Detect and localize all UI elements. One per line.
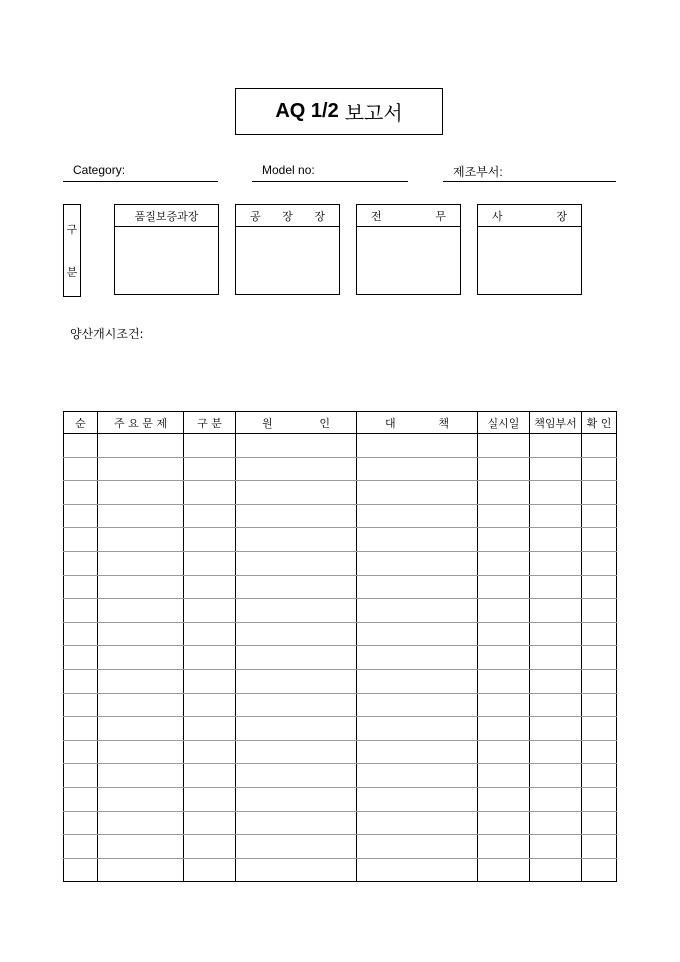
table-cell[interactable] (357, 764, 478, 788)
table-cell[interactable] (582, 599, 617, 623)
table-cell[interactable] (184, 693, 236, 717)
table-cell[interactable] (478, 457, 530, 481)
table-cell[interactable] (64, 811, 98, 835)
approval-label-director-1: 전 (371, 209, 382, 223)
table-row (64, 481, 617, 505)
table-cell[interactable] (530, 434, 582, 458)
table-row (64, 669, 617, 693)
table-cell[interactable] (478, 717, 530, 741)
table-cell[interactable] (357, 622, 478, 646)
table-cell[interactable] (64, 504, 98, 528)
table-cell[interactable] (478, 622, 530, 646)
table-cell[interactable] (357, 858, 478, 882)
table-cell[interactable] (357, 504, 478, 528)
table-cell[interactable] (582, 835, 617, 859)
table-cell[interactable] (357, 717, 478, 741)
side-label-char-1: 구 (66, 223, 78, 236)
table-cell[interactable] (357, 457, 478, 481)
side-label-char-2: 분 (66, 266, 78, 279)
table-cell[interactable] (582, 434, 617, 458)
header-measure (357, 412, 478, 434)
table-cell[interactable] (184, 811, 236, 835)
table-cell[interactable] (582, 811, 617, 835)
table-cell[interactable] (236, 669, 357, 693)
header-dept: 책임부서 (530, 412, 582, 434)
table-cell[interactable] (478, 551, 530, 575)
table-cell[interactable] (478, 858, 530, 882)
table-cell[interactable] (98, 504, 184, 528)
table-cell[interactable] (582, 528, 617, 552)
table-cell[interactable] (98, 599, 184, 623)
report-title (235, 88, 443, 135)
table-cell[interactable] (582, 740, 617, 764)
table-cell[interactable] (582, 693, 617, 717)
table-cell[interactable] (530, 693, 582, 717)
table-cell[interactable] (98, 740, 184, 764)
table-cell[interactable] (98, 528, 184, 552)
model-no-field[interactable] (252, 161, 408, 182)
table-cell[interactable] (478, 787, 530, 811)
table-cell[interactable] (582, 646, 617, 670)
header-seq: 순 (64, 412, 98, 434)
table-cell[interactable] (478, 481, 530, 505)
table-cell[interactable] (236, 528, 357, 552)
table-row (64, 717, 617, 741)
table-cell[interactable] (478, 528, 530, 552)
table-header-row (64, 412, 617, 434)
table-cell[interactable] (184, 787, 236, 811)
table-cell[interactable] (530, 528, 582, 552)
issue-table (63, 411, 617, 882)
approval-label-president-2: 장 (556, 209, 567, 223)
report-title-code: AQ 1/2 (275, 100, 339, 122)
table-cell[interactable] (582, 575, 617, 599)
table-cell[interactable] (478, 835, 530, 859)
header-cause (236, 412, 357, 434)
table-cell[interactable] (184, 528, 236, 552)
table-cell[interactable] (64, 835, 98, 859)
header-date: 실시일 (478, 412, 530, 434)
dept-field[interactable] (443, 161, 616, 182)
table-cell[interactable] (236, 764, 357, 788)
table-cell[interactable] (98, 835, 184, 859)
table-cell[interactable] (64, 481, 98, 505)
table-cell[interactable] (184, 669, 236, 693)
table-cell[interactable] (582, 504, 617, 528)
table-cell[interactable] (98, 434, 184, 458)
table-cell[interactable] (236, 434, 357, 458)
header-type: 구 분 (184, 412, 236, 434)
table-cell[interactable] (530, 481, 582, 505)
table-cell[interactable] (98, 669, 184, 693)
table-row (64, 764, 617, 788)
table-cell[interactable] (478, 646, 530, 670)
table-cell[interactable] (236, 457, 357, 481)
header-cause-b: 인 (319, 416, 330, 430)
table-cell[interactable] (530, 858, 582, 882)
table-cell[interactable] (184, 740, 236, 764)
table-cell[interactable] (357, 787, 478, 811)
approval-box-qa-manager[interactable] (114, 204, 219, 295)
table-cell[interactable] (184, 717, 236, 741)
table-cell[interactable] (98, 764, 184, 788)
table-row (64, 457, 617, 481)
header-confirm: 확 인 (582, 412, 617, 434)
category-field[interactable] (63, 161, 218, 182)
approval-label-president-1: 사 (492, 209, 503, 223)
table-cell[interactable] (98, 787, 184, 811)
table-body (64, 434, 617, 882)
table-cell[interactable] (64, 669, 98, 693)
table-cell[interactable] (530, 787, 582, 811)
report-title-text: 보고서 (344, 101, 403, 125)
table-cell[interactable] (184, 504, 236, 528)
table-row (64, 575, 617, 599)
table-cell[interactable] (64, 575, 98, 599)
table-cell[interactable] (582, 457, 617, 481)
table-cell[interactable] (98, 646, 184, 670)
header-cause-a: 원 (262, 416, 273, 430)
table-cell[interactable] (64, 599, 98, 623)
approval-label-qa-manager: 품질보증과장 (134, 209, 199, 223)
approval-head-qa-manager (115, 205, 218, 227)
table-row (64, 528, 617, 552)
header-measure-b: 책 (438, 416, 449, 430)
table-cell[interactable] (64, 528, 98, 552)
table-cell[interactable] (64, 622, 98, 646)
table-row (64, 646, 617, 670)
table-cell[interactable] (236, 504, 357, 528)
production-condition-label: 양산개시조건: (70, 327, 144, 341)
table-cell[interactable] (236, 717, 357, 741)
table-row (64, 740, 617, 764)
table-cell[interactable] (357, 669, 478, 693)
table-cell[interactable] (357, 551, 478, 575)
table-cell[interactable] (98, 457, 184, 481)
table-cell[interactable] (98, 481, 184, 505)
table-cell[interactable] (236, 551, 357, 575)
table-cell[interactable] (236, 693, 357, 717)
table-cell[interactable] (64, 764, 98, 788)
table-cell[interactable] (184, 551, 236, 575)
table-cell[interactable] (236, 787, 357, 811)
table-cell[interactable] (478, 740, 530, 764)
table-cell[interactable] (64, 646, 98, 670)
table-cell[interactable] (98, 858, 184, 882)
table-row (64, 504, 617, 528)
approval-head-president (478, 205, 581, 227)
table-cell[interactable] (582, 669, 617, 693)
table-cell[interactable] (478, 575, 530, 599)
approval-box-factory-head[interactable] (235, 204, 340, 295)
table-cell[interactable] (582, 858, 617, 882)
table-cell[interactable] (184, 434, 236, 458)
approval-box-president[interactable] (477, 204, 582, 295)
dept-label: 제조부서: (453, 165, 503, 179)
table-cell[interactable] (184, 457, 236, 481)
approval-label-factory-3: 장 (314, 209, 325, 223)
table-cell[interactable] (357, 481, 478, 505)
table-cell[interactable] (184, 622, 236, 646)
approval-side-label (63, 204, 81, 297)
table-cell[interactable] (64, 740, 98, 764)
table-cell[interactable] (530, 835, 582, 859)
category-label: Category: (73, 163, 126, 177)
table-cell[interactable] (357, 740, 478, 764)
table-row (64, 434, 617, 458)
table-cell[interactable] (530, 764, 582, 788)
table-cell[interactable] (530, 740, 582, 764)
header-issue: 주 요 문 제 (98, 412, 184, 434)
table-cell[interactable] (582, 764, 617, 788)
approval-label-factory-1: 공 (250, 209, 261, 223)
table-row (64, 551, 617, 575)
table-cell[interactable] (98, 811, 184, 835)
table-cell[interactable] (98, 551, 184, 575)
table-cell[interactable] (530, 646, 582, 670)
table-cell[interactable] (236, 740, 357, 764)
table-cell[interactable] (64, 858, 98, 882)
header-measure-a: 대 (385, 416, 396, 430)
table-cell[interactable] (530, 811, 582, 835)
table-cell[interactable] (357, 599, 478, 623)
table-cell[interactable] (530, 504, 582, 528)
table-cell[interactable] (236, 575, 357, 599)
table-cell[interactable] (357, 575, 478, 599)
table-cell[interactable] (236, 646, 357, 670)
table-row (64, 599, 617, 623)
approval-head-director (357, 205, 460, 227)
table-cell[interactable] (184, 835, 236, 859)
table-cell[interactable] (236, 858, 357, 882)
table-cell[interactable] (184, 764, 236, 788)
table-cell[interactable] (98, 693, 184, 717)
table-cell[interactable] (236, 811, 357, 835)
table-cell[interactable] (184, 646, 236, 670)
approval-label-director-2: 무 (435, 209, 446, 223)
table-cell[interactable] (98, 717, 184, 741)
table-row (64, 693, 617, 717)
table-cell[interactable] (357, 693, 478, 717)
table-cell[interactable] (582, 787, 617, 811)
table-cell[interactable] (64, 717, 98, 741)
table-cell[interactable] (357, 646, 478, 670)
table-cell[interactable] (582, 481, 617, 505)
table-cell[interactable] (530, 551, 582, 575)
table-cell[interactable] (478, 599, 530, 623)
table-cell[interactable] (236, 481, 357, 505)
table-cell[interactable] (530, 599, 582, 623)
table-cell[interactable] (582, 717, 617, 741)
table-cell[interactable] (478, 764, 530, 788)
table-cell[interactable] (582, 622, 617, 646)
approval-label-factory-2: 장 (282, 209, 293, 223)
table-cell[interactable] (478, 434, 530, 458)
table-cell[interactable] (236, 622, 357, 646)
table-cell[interactable] (64, 787, 98, 811)
table-cell[interactable] (530, 717, 582, 741)
table-cell[interactable] (236, 835, 357, 859)
table-row (64, 811, 617, 835)
approval-head-factory-head (236, 205, 339, 227)
table-cell[interactable] (357, 434, 478, 458)
approval-box-director[interactable] (356, 204, 461, 295)
table-cell[interactable] (530, 575, 582, 599)
table-cell[interactable] (64, 457, 98, 481)
model-no-label: Model no: (262, 163, 315, 177)
table-cell[interactable] (530, 669, 582, 693)
table-cell[interactable] (357, 528, 478, 552)
table-cell[interactable] (582, 551, 617, 575)
table-cell[interactable] (64, 434, 98, 458)
table-cell[interactable] (530, 457, 582, 481)
table-cell[interactable] (478, 504, 530, 528)
table-cell[interactable] (357, 811, 478, 835)
table-row (64, 787, 617, 811)
table-row (64, 622, 617, 646)
table-cell[interactable] (478, 669, 530, 693)
table-cell[interactable] (478, 811, 530, 835)
table-cell[interactable] (64, 551, 98, 575)
table-cell[interactable] (478, 693, 530, 717)
table-cell[interactable] (184, 599, 236, 623)
table-cell[interactable] (357, 835, 478, 859)
table-cell[interactable] (236, 599, 357, 623)
table-cell[interactable] (530, 622, 582, 646)
table-row (64, 835, 617, 859)
table-cell[interactable] (98, 622, 184, 646)
table-cell[interactable] (184, 481, 236, 505)
table-cell[interactable] (184, 858, 236, 882)
table-row (64, 858, 617, 882)
table-cell[interactable] (64, 693, 98, 717)
table-cell[interactable] (184, 575, 236, 599)
table-cell[interactable] (98, 575, 184, 599)
